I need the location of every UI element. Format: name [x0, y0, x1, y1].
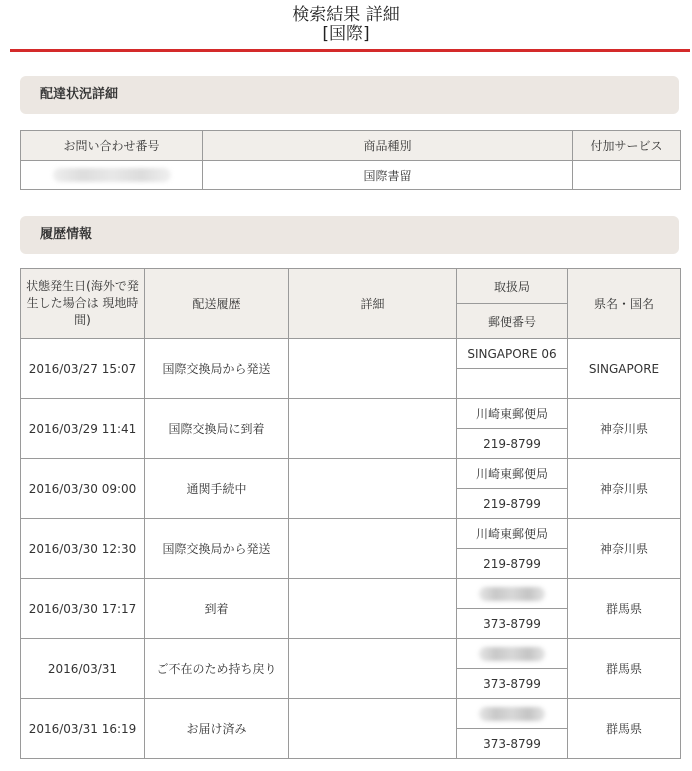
history-date-cell: 2016/03/30 12:30	[21, 519, 145, 579]
history-status-cell: ご不在のため持ち戻り	[145, 639, 289, 699]
history-date-cell: 2016/03/31	[21, 639, 145, 699]
history-postal-cell: 219-8799	[457, 429, 568, 459]
header-divider	[10, 49, 690, 52]
history-detail-cell	[289, 339, 457, 399]
history-office-cell: 川崎東郵便局	[457, 459, 568, 489]
item-type-cell: 国際書留	[203, 161, 573, 190]
page-title-line2: [国際]	[322, 24, 370, 44]
history-postal-cell	[457, 369, 568, 399]
history-detail-cell	[289, 699, 457, 759]
redacted-office-name	[479, 587, 545, 601]
history-postal-cell: 373-8799	[457, 609, 568, 639]
history-table	[20, 268, 681, 759]
history-region-cell: 群馬県	[568, 579, 681, 639]
history-heading: 履歴情報	[40, 227, 93, 242]
history-date-cell: 2016/03/31 16:19	[21, 699, 145, 759]
page-title-line1: 検索結果 詳細	[292, 5, 400, 25]
history-status-cell: 国際交換局から発送	[145, 339, 289, 399]
history-postal-cell: 373-8799	[457, 729, 568, 759]
history-postal-cell: 219-8799	[457, 549, 568, 579]
history-row	[21, 459, 681, 489]
history-status-cell: お届け済み	[145, 699, 289, 759]
history-region-cell: 群馬県	[568, 639, 681, 699]
tracking-number-cell	[21, 161, 203, 190]
history-office-cell	[457, 639, 568, 669]
history-row	[21, 339, 681, 369]
redacted-office-name	[479, 647, 545, 661]
col-tracking-number: お問い合わせ番号	[21, 131, 203, 161]
history-office-cell: 川崎東郵便局	[457, 399, 568, 429]
history-date-cell: 2016/03/27 15:07	[21, 339, 145, 399]
history-date-cell: 2016/03/30 09:00	[21, 459, 145, 519]
history-date-cell: 2016/03/29 11:41	[21, 399, 145, 459]
col-additional-service: 付加サービス	[573, 131, 681, 161]
history-status-cell: 国際交換局から発送	[145, 519, 289, 579]
col-detail: 詳細	[289, 269, 457, 339]
history-date-cell: 2016/03/30 17:17	[21, 579, 145, 639]
history-postal-cell: 373-8799	[457, 669, 568, 699]
history-row	[21, 699, 681, 729]
history-office-cell	[457, 699, 568, 729]
col-item-type: 商品種別	[203, 131, 573, 161]
additional-service-cell	[573, 161, 681, 190]
col-date: 状態発生日(海外で発生した場合は 現地時間)	[21, 269, 145, 339]
delivery-status-section-header	[20, 76, 679, 114]
history-section-header	[20, 216, 679, 254]
history-row	[21, 579, 681, 609]
history-region-cell: SINGAPORE	[568, 339, 681, 399]
history-detail-cell	[289, 519, 457, 579]
delivery-status-table	[20, 130, 681, 190]
history-row	[21, 519, 681, 549]
delivery-status-heading: 配達状況詳細	[40, 87, 119, 102]
history-region-cell: 神奈川県	[568, 519, 681, 579]
history-region-cell: 神奈川県	[568, 399, 681, 459]
col-status: 配送履歴	[145, 269, 289, 339]
col-postal: 郵便番号	[457, 304, 568, 339]
redacted-tracking-number	[53, 168, 171, 182]
history-office-cell	[457, 579, 568, 609]
history-detail-cell	[289, 579, 457, 639]
history-office-cell: 川崎東郵便局	[457, 519, 568, 549]
history-postal-cell: 219-8799	[457, 489, 568, 519]
col-region: 県名・国名	[568, 269, 681, 339]
history-detail-cell	[289, 399, 457, 459]
history-status-cell: 国際交換局に到着	[145, 399, 289, 459]
history-region-cell: 神奈川県	[568, 459, 681, 519]
history-status-cell: 通関手続中	[145, 459, 289, 519]
history-row	[21, 399, 681, 429]
history-status-cell: 到着	[145, 579, 289, 639]
redacted-office-name	[479, 707, 545, 721]
col-office: 取扱局	[457, 269, 568, 304]
history-region-cell: 群馬県	[568, 699, 681, 759]
page-title	[0, 6, 692, 44]
history-detail-cell	[289, 459, 457, 519]
history-row	[21, 639, 681, 669]
history-detail-cell	[289, 639, 457, 699]
history-office-cell: SINGAPORE 06	[457, 339, 568, 369]
